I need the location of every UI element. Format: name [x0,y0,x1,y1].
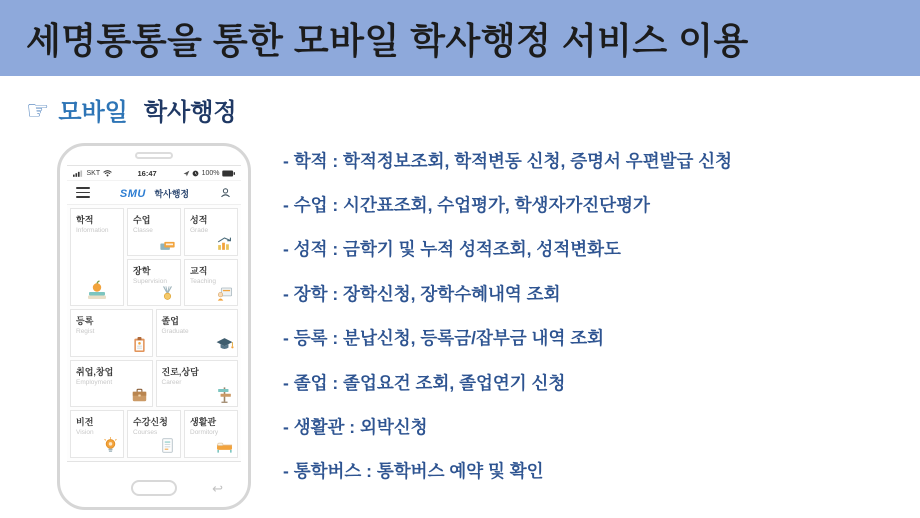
phone-speaker [135,152,173,159]
tile-gyojik[interactable] [184,259,238,307]
tile-sublabel: Regist [76,328,95,336]
tile-label: 교직 [190,265,208,276]
lightbulb-icon [101,436,120,455]
bullet-janghak: - 장학 : 장학신청, 장학수혜내역 조회 [283,283,561,304]
bar-chart-icon [215,234,234,253]
status-left [73,170,112,177]
tile-label: 생활관 [190,417,217,428]
tile-label: 성적 [190,215,208,225]
tile-label: 졸업 [161,316,179,327]
status-bar [67,166,241,181]
shuttlecock-medal-icon [158,284,177,303]
battery-percent: 100% [201,169,220,177]
person-icon[interactable] [219,186,232,199]
tile-label: 수강신청 [133,417,168,428]
bullet-sueop: - 수업 : 시간표조회, 수업평가, 학생자가진단평가 [283,195,650,216]
tile-sublabel: Classe [133,227,153,234]
signal-bars-icon [73,170,84,177]
tile-label: 취업,창업 [76,366,114,377]
wifi-icon [103,170,112,177]
keyboard-icon [158,234,177,253]
tile-sugangsincheong[interactable] [127,410,181,458]
books-apple-icon [85,277,109,301]
tile-sublabel: Courses [133,429,158,437]
section-subtitle [26,92,237,127]
tile-sublabel: Teaching [190,277,217,285]
tile-label: 장학 [133,265,151,276]
bullet-saenghwalgwan: - 생활관 : 외박신청 [283,417,428,438]
tile-label: 진로,상담 [161,366,199,377]
briefcase-icon [130,385,149,404]
smu-logo: SMU [119,187,146,200]
app-tile-grid [67,205,241,461]
app-title [90,184,219,202]
tile-chwieop-changeop[interactable] [70,360,153,408]
bed-icon [215,436,234,455]
bullet-hakjeok: - 학적 : 학적정보조회, 학적변동 신청, 증명서 우편발급 신청 [283,150,733,171]
phone-mockup [57,143,251,510]
tile-joreop[interactable] [156,309,239,357]
status-right [183,170,235,177]
phone-screen [67,165,241,462]
tile-label: 수업 [133,215,151,225]
tile-janghak[interactable] [127,259,181,307]
tile-seongjeok[interactable] [184,208,238,256]
tile-hakjeok[interactable] [70,208,124,306]
tile-sublabel: Dormitory [190,429,219,437]
signpost-icon [215,385,234,404]
tile-label: 학적 [76,215,94,225]
bullet-joreop: - 졸업 : 졸업요건 조회, 졸업연기 신청 [283,372,566,393]
tile-sublabel: Information [76,227,109,234]
pointing-hand-icon: ☞ [26,94,50,125]
tile-label: 비전 [76,417,94,428]
graduation-cap-icon [215,335,234,354]
home-button[interactable] [131,480,177,496]
carrier-label: SKT [86,169,101,177]
app-name-label: 학사행정 [154,188,190,199]
bullet-deungnok: - 등록 : 분납신청, 등록금/잡부금 내역 조회 [283,328,605,349]
alarm-icon [192,170,199,177]
subtitle-academic-label: 학사행정 [143,99,237,126]
tile-sueop[interactable] [127,208,181,256]
location-arrow-icon [183,170,190,177]
app-bar [67,181,241,205]
tile-sublabel: Supervision [133,277,167,285]
tile-bijeon[interactable] [70,410,124,458]
tile-jinro-sangdam[interactable] [156,360,239,408]
tile-sublabel: Grade [190,227,209,234]
clipboard-icon [130,335,149,354]
subtitle-mobile-label: 모바일 [58,99,128,126]
tile-sublabel: Graduate [161,328,189,336]
back-arrow-icon[interactable]: ↩ [212,481,223,496]
bullet-list [283,138,903,493]
tile-deungnok[interactable] [70,309,153,357]
tile-sublabel: Employment [76,378,113,386]
battery-icon [222,170,235,177]
tile-sublabel: Vision [76,429,94,437]
presentation-icon [215,284,234,303]
tile-label: 등록 [76,316,94,327]
tile-saenghwalgwan[interactable] [184,410,238,458]
tile-sublabel: Career [161,378,182,386]
bullet-seongjeok: - 성적 : 금학기 및 누적 성적조회, 성적변화도 [283,239,621,260]
status-time: 16:47 [137,168,157,178]
page-title: 세명통통을 통한 모바일 학사행정 서비스 이용 [26,19,749,61]
document-icon [158,436,177,455]
header-band [0,0,920,76]
hamburger-menu-icon[interactable] [76,187,90,197]
bullet-tonghakbus: - 통학버스 : 통학버스 예약 및 확인 [283,461,544,482]
